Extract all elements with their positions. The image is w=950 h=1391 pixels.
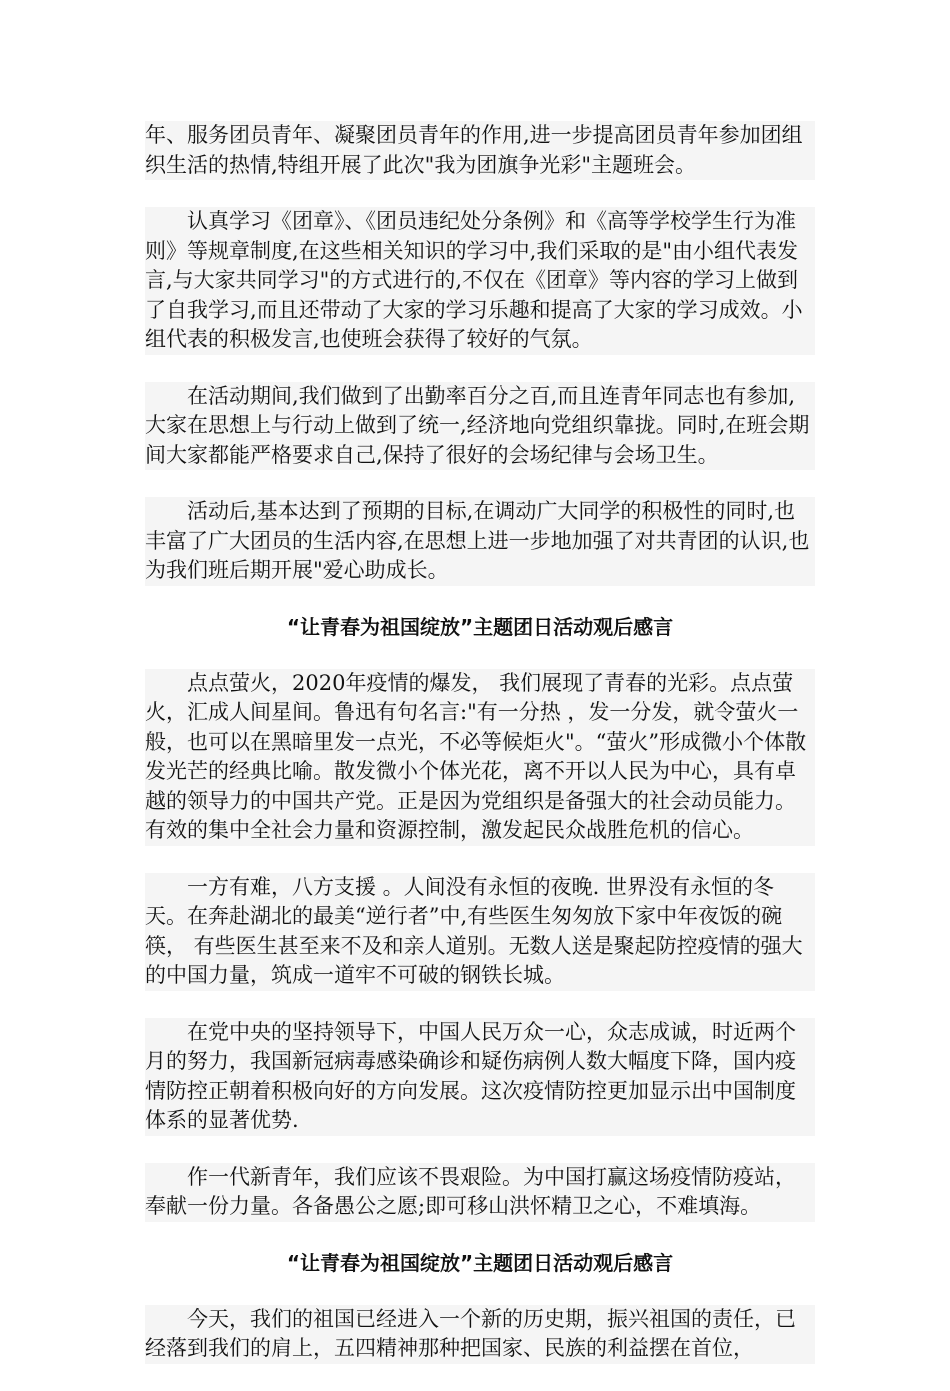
paragraph-text: 作一代新青年，我们应该不畏艰险。为中国打赢这场疫情防疫站，奉献一份力量。各备愚公之愿;即可移山洪怀精卫之心，不难填海。 xyxy=(145,1164,796,1218)
paragraph xyxy=(145,1163,815,1222)
paragraph-text: 年、服务团员青年、凝聚团员青年的作用,进一步提高团员青年参加团组织生活的热情,特组开展了此次"我为团旗争光彩"主题班会。 xyxy=(145,123,803,177)
paragraph-text: 在党中央的坚持领导下，中国人民万众一心，众志成诚，时近两个月的努力，我国新冠病毒感染确诊和疑伤病例人数大幅度下降，国内疫情防控正朝着积极向好的方向发展。这次疫情防控更加显示出中国制度体系的显著优势. xyxy=(145,1019,796,1132)
paragraph-text: 今天，我们的祖国已经进入一个新的历史期，振兴祖国的责任，已经落到我们的肩上，五四精神那种把国家、民族的利益摆在首位， xyxy=(145,1306,796,1360)
document-body xyxy=(145,121,815,1391)
paragraph xyxy=(145,1305,815,1364)
section-heading: “让青春为祖国绽放”主题团日活动观后感言 xyxy=(286,614,674,639)
paragraph-text: 认真学习《团章》、《团员违纪处分条例》和《高等学校学生行为准则》等规章制度,在这些相关知识的学习中,我们采取的是"由小组代表发言,与大家共同学习"的方式进行的,不仅在《团章》等内容的学习上做到了自我学习,而且还带动了大家的学习乐趣和提高了大家的学习成效。小组代表的积极发言,也使班会获得了较好的气氛。 xyxy=(145,209,803,351)
section-heading: “让青春为祖国绽放”主题团日活动观后感言 xyxy=(286,1250,674,1275)
paragraph xyxy=(145,121,815,180)
paragraph-text: 在活动期间,我们做到了出勤率百分之百,而且连青年同志也有参加,大家在思想上与行动上做到了统一,经济地向党组织靠拢。同时,在班会期间大家都能严格要求自己,保持了很好的会场纪律与会场卫生。 xyxy=(145,383,810,467)
paragraph-text: 活动后,基本达到了预期的目标,在调动广大同学的积极性的同时,也丰富了广大团员的生活内容,在思想上进一步地加强了对共青团的认识,也为我们班后期开展"爱心助成长。 xyxy=(145,499,810,582)
paragraph xyxy=(145,497,815,586)
paragraph xyxy=(145,382,815,471)
paragraph xyxy=(145,669,815,846)
paragraph-text: 点点萤火，2020年疫情的爆发， 我们展现了青春的光彩。点点萤火，汇成人间星间。鲁迅有句名言:"有一分热 ，发一分发，就令萤火一般，也可以在黑暗里发一点光，不必等候炬火"。“萤火”形成微小个体散发光芒的经典比喻。散发微小个体光花，离不开以人民为中心，具有卓越的领导力的中国共产党。正是因为党组织是备强大的社会动员能力。有效的集中全社会力量和资源控制，激发起民众战胜危机的信心。 xyxy=(145,670,807,842)
paragraph-text: 一方有难，八方支援 。人间没有永恒的夜晚. 世界没有永恒的冬天。在奔赴湖北的最美“逆行者”中,有些医生匆匆放下家中年夜饭的碗筷， 有些医生甚至来不及和亲人道别。无数人送是聚起防控疫情的强大的中国力量，筑成一道牢不可破的钢铁长城。 xyxy=(145,874,803,987)
paragraph xyxy=(145,1018,815,1136)
paragraph xyxy=(145,207,815,355)
paragraph xyxy=(145,873,815,991)
